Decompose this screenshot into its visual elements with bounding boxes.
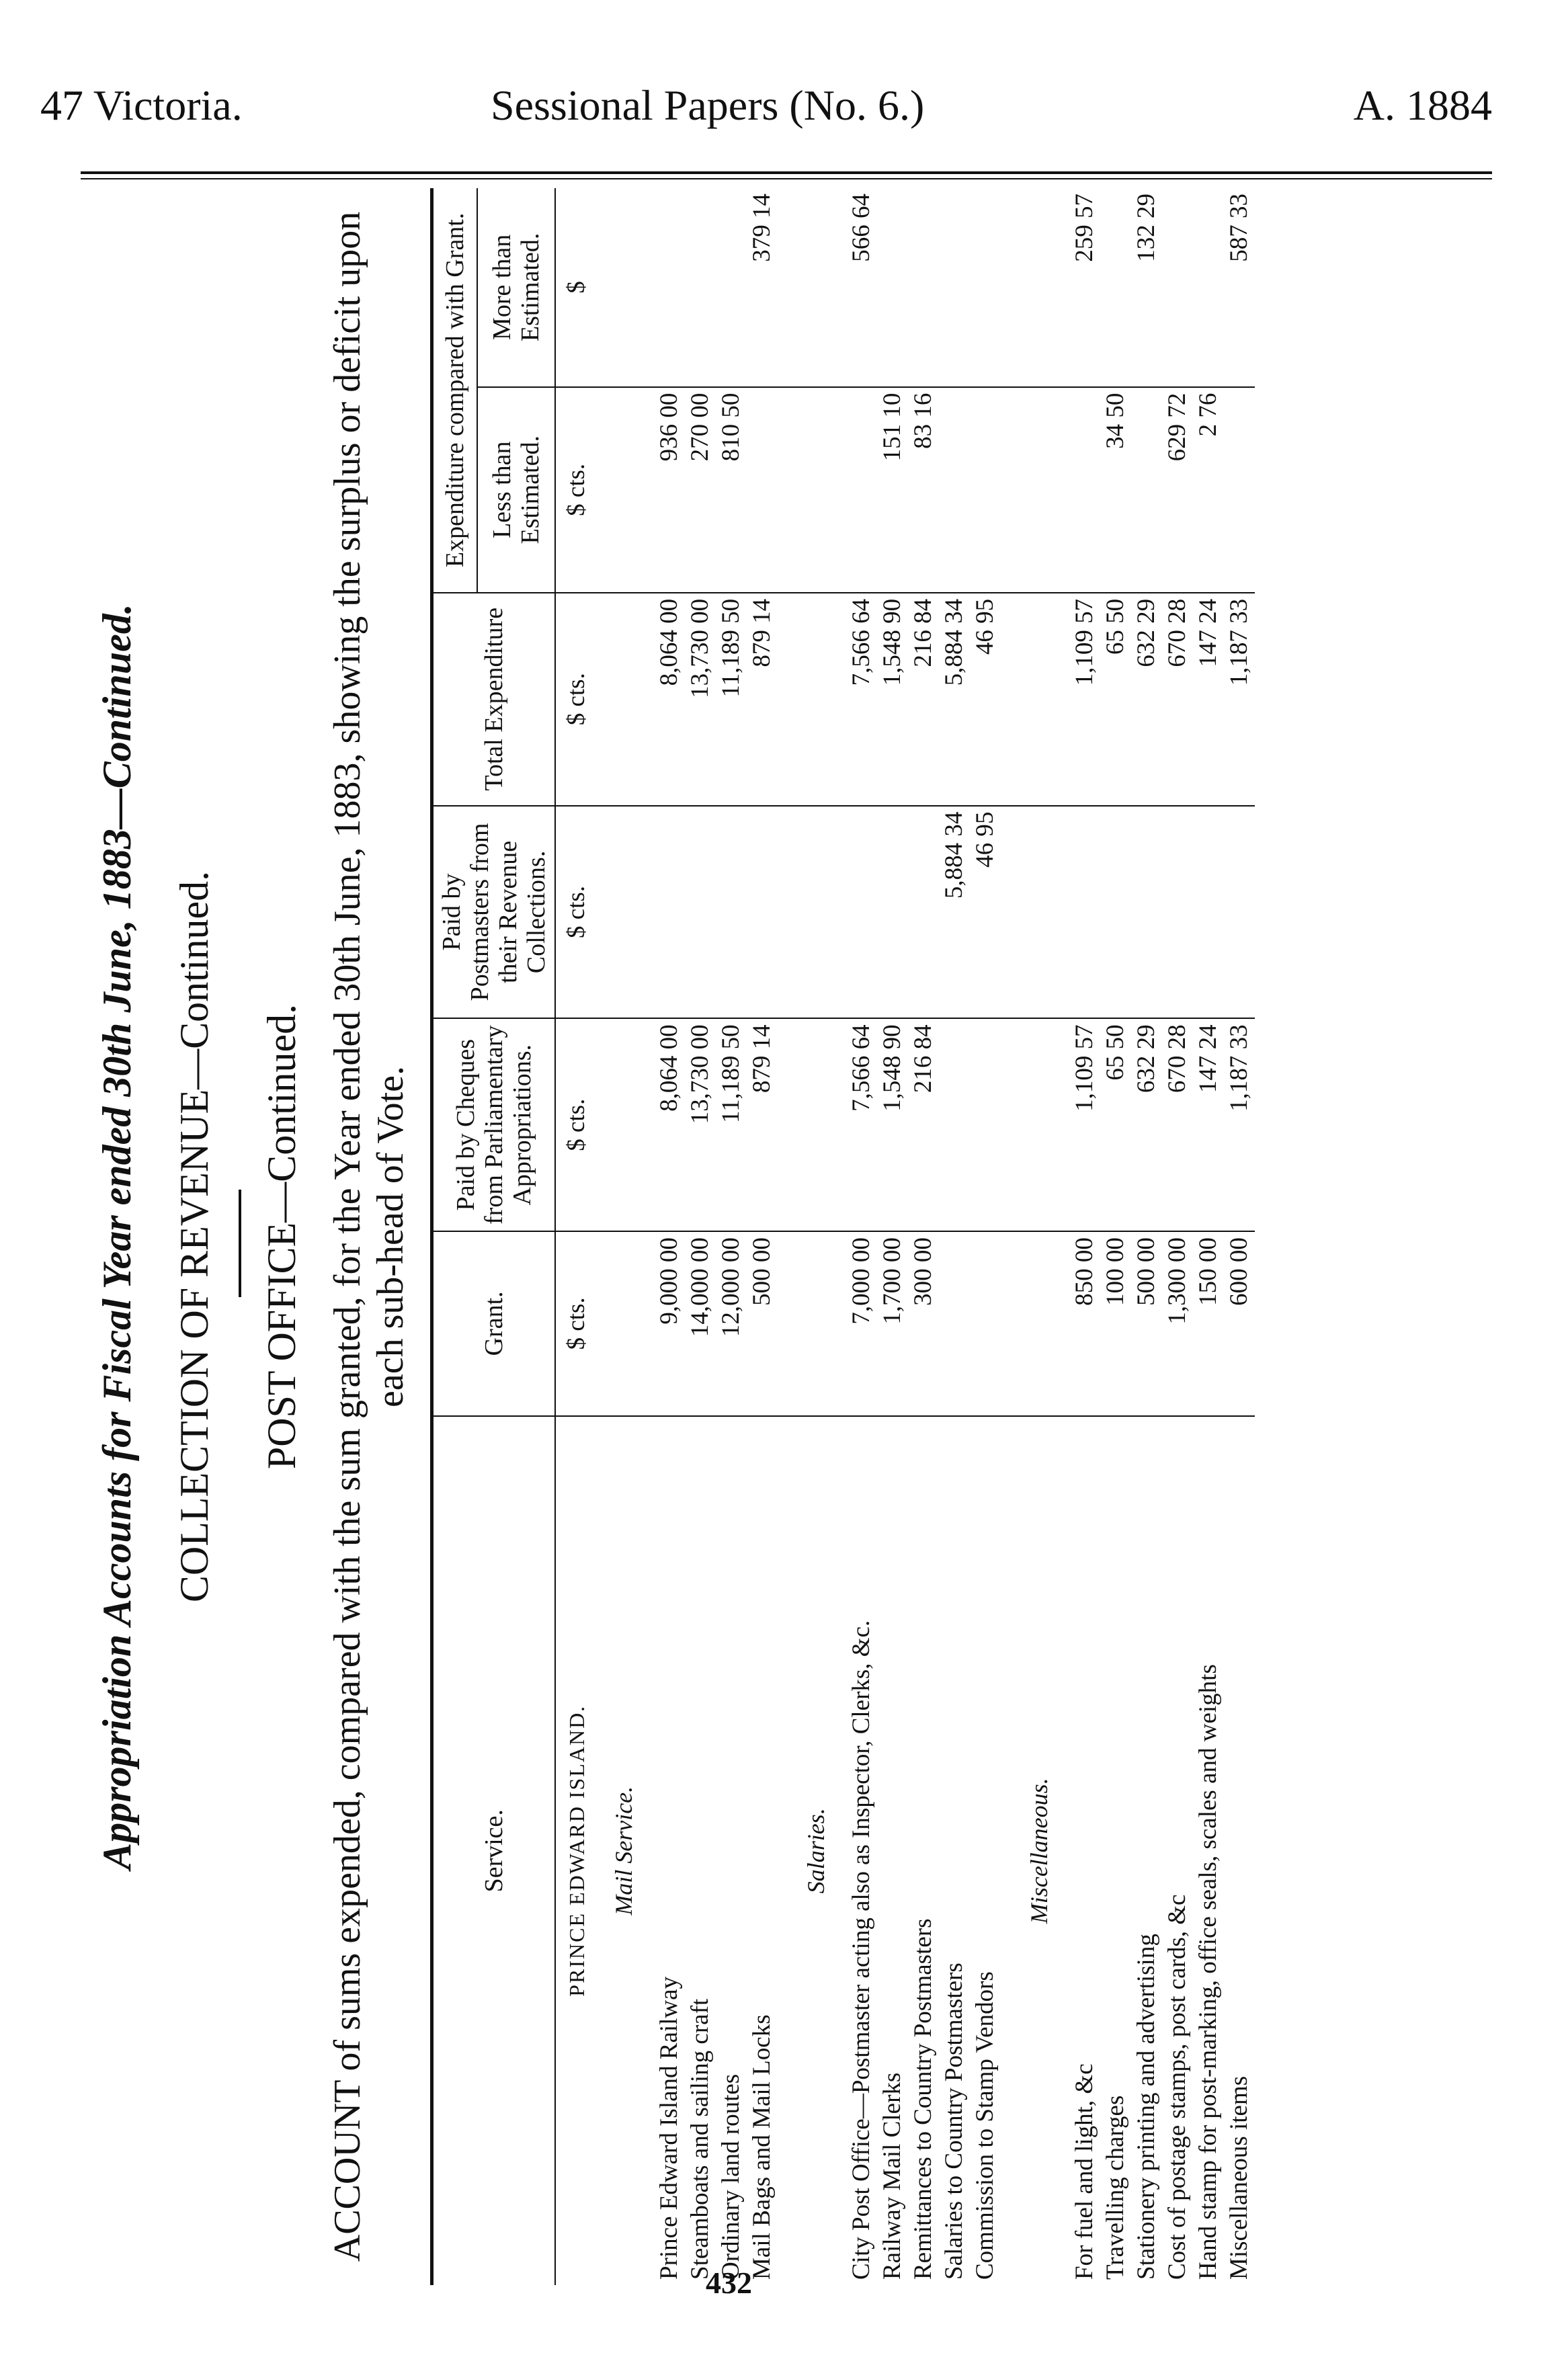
header-cheques: Paid by Cheques from Parliamentary Appropriations. — [432, 1018, 556, 1231]
unit-postmasters: $ cts. — [555, 806, 608, 1019]
units-row — [555, 188, 608, 2285]
grant-cell: 12,000 00 — [716, 1231, 747, 1416]
grant-cell: 7,000 00 — [846, 1231, 877, 1416]
postmasters-cell — [747, 806, 778, 1019]
more-cell: 259 57 — [1069, 188, 1100, 387]
cheques-cell: 147 24 — [1193, 1018, 1224, 1231]
document-title: Appropriation Accounts for Fiscal Year ended 30th June, 1883—Continued. — [95, 604, 139, 1870]
less-cell: 629 72 — [1162, 387, 1193, 593]
more-cell: 379 14 — [747, 188, 778, 387]
more-cell: 132 29 — [1131, 188, 1162, 387]
service-cell: Prince Edward Island Railway — [655, 1976, 683, 2280]
header-service: Service. — [432, 1416, 556, 2285]
service-cell: Railway Mail Clerks — [878, 2072, 906, 2280]
grant-cell: 9,000 00 — [654, 1231, 685, 1416]
service-cell: Miscellaneous items — [1225, 2075, 1253, 2280]
postmasters-cell: 5,884 34 — [939, 806, 970, 1019]
grant-cell: 300 00 — [908, 1231, 939, 1416]
total-cell: 1,548 90 — [877, 593, 908, 806]
service-cell: Commission to Stamp Vendors — [971, 1971, 999, 2280]
header-compared: Expenditure compared with Grant. — [432, 188, 478, 593]
less-cell — [1131, 387, 1162, 593]
header-rule — [81, 171, 1492, 179]
postmasters-cell — [846, 806, 877, 1019]
less-cell — [1069, 387, 1100, 593]
less-cell — [939, 387, 970, 593]
less-cell — [747, 387, 778, 593]
grant-cell — [939, 1231, 970, 1416]
more-cell: 566 64 — [846, 188, 877, 387]
total-cell: 632 29 — [1131, 593, 1162, 806]
postmasters-cell — [1131, 806, 1162, 1019]
section-title: POST OFFICE—Continued. — [259, 1003, 304, 1470]
account-table — [430, 188, 1255, 2285]
total-cell: 46 95 — [970, 593, 1001, 806]
header-center: Sessional Papers (No. 6.) — [491, 81, 925, 129]
table-row — [1131, 188, 1162, 2285]
running-header — [40, 74, 1492, 155]
cheques-cell: 7,566 64 — [846, 1018, 877, 1231]
postmasters-cell — [685, 806, 716, 1019]
rotated-page-body — [81, 188, 1492, 2285]
cheques-cell: 216 84 — [908, 1018, 939, 1231]
cheques-cell — [970, 1018, 1001, 1231]
account-description: ACCOUNT of sums expended, compared with the sum granted, for the Year ended 30th June, 1883, showing the surplus or deficit upon each sub-head of Vote. — [327, 211, 411, 2262]
total-cell: 7,566 64 — [846, 593, 877, 806]
table-row — [877, 188, 908, 2285]
total-cell: 879 14 — [747, 593, 778, 806]
table-row — [1100, 188, 1131, 2285]
unit-total: $ cts. — [555, 593, 608, 806]
table-row — [1069, 188, 1100, 2285]
cheques-cell: 8,064 00 — [654, 1018, 685, 1231]
unit-cheques: $ cts. — [555, 1018, 608, 1231]
less-cell: 83 16 — [908, 387, 939, 593]
service-cell: Stationery printing and advertising — [1132, 1934, 1160, 2280]
table-row — [654, 188, 685, 2285]
grant-cell: 14,000 00 — [685, 1231, 716, 1416]
table-row — [1224, 188, 1255, 2285]
grant-cell: 100 00 — [1100, 1231, 1131, 1416]
less-cell: 2 76 — [1193, 387, 1224, 593]
header-postmasters: Paid by Postmasters from their Revenue Collections. — [432, 806, 556, 1019]
postmasters-cell — [877, 806, 908, 1019]
group-heading-row — [800, 188, 846, 2285]
cheques-cell: 632 29 — [1131, 1018, 1162, 1231]
less-cell: 270 00 — [685, 387, 716, 593]
more-cell — [654, 188, 685, 387]
cheques-cell: 11,189 50 — [716, 1018, 747, 1231]
table-row — [747, 188, 778, 2285]
service-cell: City Post Office—Postmaster acting also as Inspector, Clerks, &c. — [848, 1620, 875, 2280]
table-row — [846, 188, 877, 2285]
grant-cell: 1,300 00 — [1162, 1231, 1193, 1416]
postmasters-cell — [654, 806, 685, 1019]
table-row — [1162, 188, 1193, 2285]
service-cell: Cost of postage stamps, post cards, &c — [1163, 1894, 1191, 2280]
total-cell: 216 84 — [908, 593, 939, 806]
postmasters-cell — [908, 806, 939, 1019]
header-grant: Grant. — [432, 1231, 556, 1416]
grant-cell: 1,700 00 — [877, 1231, 908, 1416]
postmasters-cell — [1162, 806, 1193, 1019]
total-cell: 11,189 50 — [716, 593, 747, 806]
cheques-cell: 1,548 90 — [877, 1018, 908, 1231]
header-more: More than Estimated. — [477, 188, 555, 387]
cheques-cell — [939, 1018, 970, 1231]
header-total: Total Expenditure — [432, 593, 556, 806]
unit-less: $ cts. — [555, 387, 608, 593]
more-cell — [685, 188, 716, 387]
cheques-cell: 1,187 33 — [1224, 1018, 1255, 1231]
postmasters-cell: 46 95 — [970, 806, 1001, 1019]
table-row — [939, 188, 970, 2285]
group-heading: Miscellaneous. — [1026, 1778, 1053, 1924]
postmasters-cell — [1100, 806, 1131, 1019]
grant-cell: 500 00 — [747, 1231, 778, 1416]
table-row — [1193, 188, 1224, 2285]
total-cell: 5,884 34 — [939, 593, 970, 806]
cheques-cell: 1,109 57 — [1069, 1018, 1100, 1231]
account-table-wrapper — [430, 188, 1492, 2285]
unit-grant: $ cts. — [555, 1231, 608, 1416]
header-less: Less than Estimated. — [477, 387, 555, 593]
more-cell: 587 33 — [1224, 188, 1255, 387]
less-cell: 151 10 — [877, 387, 908, 593]
document-subtitle: COLLECTION OF REVENUE—Continued. — [172, 870, 216, 1603]
less-cell — [846, 387, 877, 593]
service-cell: Travelling charges — [1102, 2095, 1129, 2280]
grant-cell: 500 00 — [1131, 1231, 1162, 1416]
more-cell — [970, 188, 1001, 387]
total-cell: 8,064 00 — [654, 593, 685, 806]
more-cell — [877, 188, 908, 387]
group-heading: Mail Service. — [610, 1786, 637, 1915]
cheques-cell: 65 50 — [1100, 1018, 1131, 1231]
postmasters-cell — [1069, 806, 1100, 1019]
cheques-cell: 879 14 — [747, 1018, 778, 1231]
less-cell — [1224, 387, 1255, 593]
more-cell — [939, 188, 970, 387]
total-cell: 13,730 00 — [685, 593, 716, 806]
table-row — [908, 188, 939, 2285]
grant-cell: 600 00 — [1224, 1231, 1255, 1416]
more-cell — [716, 188, 747, 387]
table-row — [970, 188, 1001, 2285]
less-cell: 936 00 — [654, 387, 685, 593]
group-heading-row — [608, 188, 654, 2285]
postmasters-cell — [1224, 806, 1255, 1019]
total-cell: 65 50 — [1100, 593, 1131, 806]
service-cell: Salaries to Country Postmasters — [940, 1962, 968, 2280]
less-cell: 810 50 — [716, 387, 747, 593]
header-left: 47 Victoria. — [40, 81, 243, 129]
service-cell: Steamboats and sailing craft — [686, 1998, 714, 2280]
grant-cell: 850 00 — [1069, 1231, 1100, 1416]
service-cell: Remittances to Country Postmasters — [909, 1918, 937, 2280]
total-cell: 1,109 57 — [1069, 593, 1100, 806]
grant-cell: 150 00 — [1193, 1231, 1224, 1416]
header-right: A. 1884 — [1353, 81, 1492, 129]
total-cell: 670 28 — [1162, 593, 1193, 806]
table-row — [716, 188, 747, 2285]
service-cell: Hand stamp for post-marking, office seals, scales and weights — [1194, 1664, 1222, 2280]
cheques-cell: 670 28 — [1162, 1018, 1193, 1231]
less-cell — [970, 387, 1001, 593]
page-number: 432 — [706, 2266, 752, 2300]
cheques-cell: 13,730 00 — [685, 1018, 716, 1231]
service-cell: Ordinary land routes — [717, 2073, 745, 2280]
service-cell: Mail Bags and Mail Locks — [748, 2014, 776, 2280]
total-cell: 147 24 — [1193, 593, 1224, 806]
grant-cell — [970, 1231, 1001, 1416]
more-cell — [908, 188, 939, 387]
more-cell — [1100, 188, 1131, 387]
service-cell: For fuel and light, &c — [1071, 2063, 1098, 2280]
group-heading-row — [1024, 188, 1069, 2285]
unit-more: $ — [555, 188, 608, 387]
more-cell — [1193, 188, 1224, 387]
total-cell: 1,187 33 — [1224, 593, 1255, 806]
postmasters-cell — [1193, 806, 1224, 1019]
more-cell — [1162, 188, 1193, 387]
less-cell: 34 50 — [1100, 387, 1131, 593]
title-divider — [239, 1190, 241, 1297]
table-row — [685, 188, 716, 2285]
group-heading: Salaries. — [802, 1808, 829, 1894]
postmasters-cell — [716, 806, 747, 1019]
province-heading: PRINCE EDWARD ISLAND. — [565, 1704, 589, 1997]
